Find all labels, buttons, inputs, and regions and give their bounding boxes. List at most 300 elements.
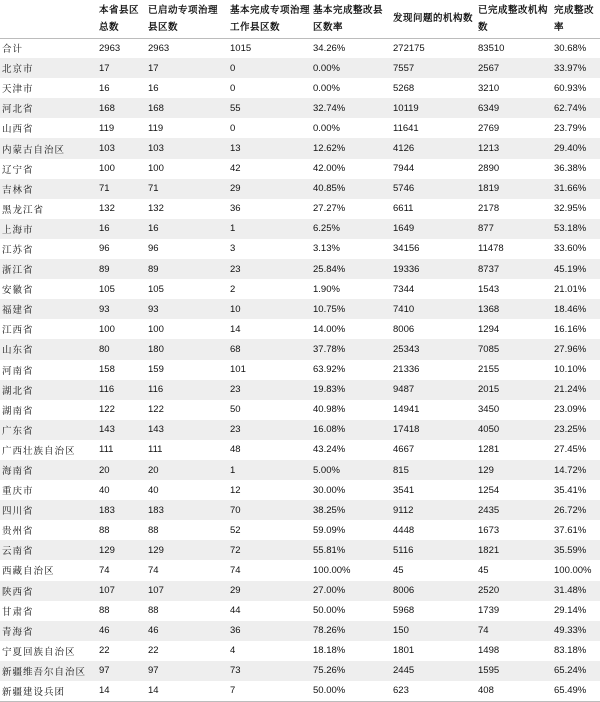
cell-completion-rate: 78.26% [313,625,346,637]
cell-completion-rate: 5.00% [313,464,340,476]
cell-rectified-institutions: 1821 [478,544,500,556]
cell-problem-institutions: 25343 [393,343,420,355]
cell-completed-counties: 1 [230,223,236,235]
cell-completion-rate: 59.09% [313,524,346,536]
cell-total-counties: 111 [99,444,114,456]
cell-rectified-institutions: 7085 [478,343,500,355]
header-started-counties: 已启动专项治理县区数 [145,0,227,38]
cell-completion-rate: 27.27% [313,203,346,215]
cell-rectification-rate: 36.38% [554,163,587,175]
cell-rectification-rate: 65.49% [551,681,600,701]
cell-total-counties: 143 [99,424,115,436]
cell-region: 河北省 [2,104,34,116]
cell-started-counties: 103 [148,143,164,155]
cell-problem-institutions: 5746 [393,183,415,195]
cell-rectified-institutions: 4050 [478,424,500,436]
cell-rectified-institutions: 3210 [478,82,500,94]
cell-rectified-institutions: 1739 [478,605,500,617]
cell-completed-counties: 101 [230,364,246,376]
cell-completion-rate: 0.00% [313,82,340,94]
cell-completion-rate: 16.08% [313,424,346,436]
cell-rectified-institutions: 3450 [478,404,500,416]
cell-completion-rate: 63.92% [313,364,346,376]
cell-total-counties: 88 [99,605,110,617]
cell-started-counties: 20 [148,464,159,476]
cell-rectification-rate: 60.93% [554,82,587,94]
cell-started-counties: 100 [148,163,164,175]
cell-problem-institutions: 623 [390,681,475,701]
cell-total-counties: 132 [99,203,115,215]
cell-problem-institutions: 7344 [393,283,415,295]
cell-region: 河南省 [2,365,34,377]
cell-completed-counties: 48 [230,444,241,456]
cell-started-counties: 100 [148,323,164,335]
cell-completed-counties: 7 [227,681,310,701]
table-row [0,440,600,460]
cell-completion-rate: 0.00% [313,122,340,134]
cell-rectification-rate: 65.24% [554,665,587,677]
cell-started-counties: 129 [148,544,164,556]
cell-region: 海南省 [2,466,34,478]
cell-completed-counties: 13 [230,143,241,155]
cell-rectification-rate: 53.18% [554,223,587,235]
cell-region: 江西省 [2,325,34,337]
cell-rectified-institutions: 2015 [478,384,500,396]
cell-rectification-rate: 32.95% [554,203,587,215]
cell-rectification-rate: 35.59% [554,544,587,556]
cell-rectification-rate: 30.68% [554,42,587,54]
cell-total-counties: 122 [99,404,115,416]
cell-completed-counties: 36 [230,625,241,637]
cell-rectified-institutions: 1819 [478,183,500,195]
cell-started-counties: 132 [148,203,164,215]
cell-completion-rate: 3.13% [313,243,340,255]
cell-total-counties: 116 [99,384,115,396]
cell-total-counties: 107 [99,585,115,597]
cell-completion-rate: 50.00% [310,681,390,701]
cell-started-counties: 88 [148,524,159,536]
cell-problem-institutions: 14941 [393,404,420,416]
cell-completed-counties: 0 [230,62,236,74]
cell-problem-institutions: 6611 [393,203,414,215]
cell-problem-institutions: 17418 [393,424,420,436]
cell-started-counties: 14 [145,681,227,701]
cell-rectified-institutions: 2155 [478,364,500,376]
cell-completed-counties: 3 [230,243,236,255]
cell-started-counties: 17 [148,62,159,74]
cell-total-counties: 100 [99,163,115,175]
cell-rectified-institutions: 74 [478,625,489,637]
table-row [0,540,600,560]
header-rectification-rate: 完成整改率 [551,0,600,38]
cell-region: 贵州省 [2,526,34,538]
cell-region: 天津市 [2,84,34,96]
cell-started-counties: 40 [148,484,159,496]
cell-rectified-institutions: 8737 [478,263,500,275]
table-row [0,279,600,299]
cell-rectification-rate: 27.45% [554,444,587,456]
cell-started-counties: 22 [148,645,159,657]
cell-completed-counties: 10 [230,303,241,315]
cell-started-counties: 46 [148,625,159,637]
cell-started-counties: 2963 [148,42,170,54]
cell-rectification-rate: 83.18% [554,645,587,657]
cell-rectified-institutions: 1498 [478,645,500,657]
cell-region: 合计 [2,44,24,56]
cell-started-counties: 16 [148,223,159,235]
cell-rectified-institutions: 2769 [478,122,500,134]
table-row [0,239,600,259]
cell-completed-counties: 50 [230,404,241,416]
cell-completion-rate: 75.26% [313,665,346,677]
cell-rectified-institutions: 129 [478,464,494,476]
cell-completed-counties: 72 [230,544,241,556]
cell-problem-institutions: 34156 [393,243,420,255]
table-row [0,460,600,480]
cell-region: 北京市 [2,64,34,76]
cell-problem-institutions: 4667 [393,444,415,456]
cell-completion-rate: 55.81% [313,544,346,556]
cell-rectification-rate: 35.41% [554,484,587,496]
cell-problem-institutions: 10119 [393,102,419,114]
cell-completed-counties: 42 [230,163,241,175]
cell-total-counties: 16 [99,82,110,94]
cell-rectification-rate: 33.97% [554,62,587,74]
cell-completion-rate: 10.75% [313,303,346,315]
cell-rectification-rate: 37.61% [554,524,587,536]
table-row-total [0,38,600,58]
cell-region: 黑龙江省 [2,204,45,216]
cell-started-counties: 16 [148,82,159,94]
cell-started-counties: 143 [148,424,164,436]
cell-rectified-institutions: 877 [478,223,494,235]
cell-region: 山东省 [2,345,34,357]
cell-completion-rate: 40.85% [313,183,346,195]
cell-region: 内蒙古自治区 [2,144,66,156]
cell-started-counties: 183 [148,504,164,516]
cell-total-counties: 17 [99,62,110,74]
cell-total-counties: 103 [99,143,115,155]
cell-problem-institutions: 5268 [393,82,415,94]
cell-completion-rate: 19.83% [313,384,346,396]
cell-region: 安徽省 [2,285,34,297]
cell-rectification-rate: 21.01% [554,283,587,295]
cell-completed-counties: 70 [230,504,241,516]
cell-completion-rate: 100.00% [313,564,351,576]
cell-completed-counties: 52 [230,524,241,536]
cell-region: 湖北省 [2,385,34,397]
cell-completion-rate: 0.00% [313,62,340,74]
cell-completion-rate: 37.78% [313,343,346,355]
cell-rectification-rate: 31.66% [554,183,587,195]
table-row [0,159,600,179]
cell-completed-counties: 23 [230,263,241,275]
cell-rectification-rate: 21.24% [554,384,587,396]
cell-started-counties: 71 [148,183,159,195]
cell-region: 青海省 [2,626,34,638]
cell-completed-counties: 44 [230,605,241,617]
cell-completion-rate: 12.62% [313,143,346,155]
cell-rectification-rate: 10.10% [554,364,587,376]
cell-total-counties: 16 [99,223,110,235]
table-row [0,360,600,380]
cell-total-counties: 74 [99,564,110,576]
cell-problem-institutions: 815 [393,464,409,476]
table-row [0,581,600,601]
table-row [0,400,600,420]
cell-region: 宁夏回族自治区 [2,646,76,658]
cell-completion-rate: 6.25% [313,223,340,235]
cell-rectified-institutions: 1281 [478,444,500,456]
cell-rectification-rate: 14.72% [554,464,587,476]
table-row [0,78,600,98]
table-row [0,219,600,239]
cell-started-counties: 116 [148,384,164,396]
cell-total-counties: 88 [99,524,110,536]
cell-problem-institutions: 11641 [393,122,419,134]
cell-total-counties: 158 [99,364,115,376]
cell-rectified-institutions: 1294 [478,323,500,335]
cell-problem-institutions: 5968 [393,605,415,617]
table-row [0,500,600,520]
table-row [0,58,600,78]
cell-completion-rate: 32.74% [313,102,346,114]
cell-problem-institutions: 2445 [393,665,415,677]
cell-total-counties: 14 [96,681,145,701]
cell-completion-rate: 30.00% [313,484,346,496]
table-header [0,0,600,38]
cell-completed-counties: 23 [230,424,241,436]
cell-total-counties: 168 [99,102,115,114]
cell-problem-institutions: 5116 [393,544,414,556]
cell-completion-rate: 50.00% [313,605,346,617]
cell-total-counties: 119 [99,122,115,134]
cell-rectification-rate: 29.14% [554,605,587,617]
cell-started-counties: 74 [148,564,159,576]
cell-total-counties: 2963 [99,42,121,54]
header-region [0,0,96,38]
cell-region: 甘肃省 [2,606,34,618]
table-row [0,199,600,219]
table-row [0,480,600,500]
header-total-counties: 本省县区总数 [96,0,145,38]
cell-rectified-institutions: 1595 [478,665,500,677]
cell-completion-rate: 25.84% [313,263,346,275]
cell-rectified-institutions: 1368 [478,303,500,315]
cell-rectification-rate: 49.33% [554,625,587,637]
cell-region: 云南省 [2,546,34,558]
cell-completed-counties: 0 [230,122,236,134]
cell-completed-counties: 2 [230,283,236,295]
header-completion-rate: 基本完成整改县区数率 [310,0,390,38]
table-row [0,621,600,641]
cell-rectified-institutions: 1543 [478,283,500,295]
cell-completed-counties: 0 [230,82,236,94]
cell-completion-rate: 1.90% [313,283,340,295]
cell-region: 西藏自治区 [2,566,55,578]
cell-region: 江苏省 [2,244,34,256]
cell-completed-counties: 73 [230,665,241,677]
cell-total-counties: 105 [99,283,115,295]
cell-total-counties: 96 [99,243,110,255]
cell-rectification-rate: 18.46% [554,303,587,315]
cell-completion-rate: 34.26% [313,42,346,54]
cell-completed-counties: 74 [230,564,241,576]
cell-problem-institutions: 45 [393,564,404,576]
header-completed-counties: 基本完成专项治理工作县区数 [227,0,310,38]
cell-region: 新疆维吾尔自治区 [2,666,87,678]
table-row [0,98,600,118]
cell-started-counties: 180 [148,343,164,355]
table-row [0,601,600,621]
cell-rectified-institutions: 1673 [478,524,500,536]
cell-rectification-rate: 27.96% [554,343,587,355]
cell-rectification-rate: 33.60% [554,243,587,255]
cell-rectified-institutions: 2520 [478,585,500,597]
cell-total-counties: 129 [99,544,115,556]
table-row [0,299,600,319]
cell-rectified-institutions: 1213 [478,143,500,155]
table-row [0,138,600,158]
cell-started-counties: 97 [148,665,159,677]
cell-completed-counties: 1015 [230,42,252,54]
cell-region: 广东省 [2,425,34,437]
cell-problem-institutions: 7944 [393,163,415,175]
cell-total-counties: 97 [99,665,110,677]
cell-completion-rate: 27.00% [313,585,346,597]
header-rectified-institutions: 已完成整改机构数 [475,0,551,38]
cell-problem-institutions: 19336 [393,263,420,275]
cell-completed-counties: 23 [230,384,241,396]
cell-rectification-rate: 23.25% [554,424,587,436]
cell-total-counties: 71 [99,183,110,195]
table-row [0,179,600,199]
cell-started-counties: 89 [148,263,159,275]
cell-problem-institutions: 9487 [393,384,415,396]
cell-region: 新疆建设兵团 [0,681,96,701]
cell-completed-counties: 36 [230,203,241,215]
table-row [0,259,600,279]
cell-completion-rate: 38.25% [313,504,346,516]
cell-total-counties: 80 [99,343,110,355]
cell-completion-rate: 42.00% [313,163,346,175]
cell-region: 陕西省 [2,586,34,598]
cell-rectified-institutions: 2890 [478,163,500,175]
cell-total-counties: 20 [99,464,110,476]
header-problem-institutions: 发现问题的机构数 [390,0,475,38]
cell-completion-rate: 18.18% [313,645,346,657]
cell-started-counties: 122 [148,404,164,416]
cell-completed-counties: 4 [230,645,236,657]
cell-rectified-institutions: 45 [478,564,489,576]
cell-started-counties: 111 [148,444,163,456]
cell-problem-institutions: 21336 [393,364,420,376]
table-row [0,661,600,681]
table-row [0,319,600,339]
cell-region: 山西省 [2,124,34,136]
cell-region: 浙江省 [2,265,34,277]
cell-problem-institutions: 1801 [393,645,415,657]
cell-rectification-rate: 26.72% [554,504,587,516]
cell-started-counties: 93 [148,303,159,315]
cell-total-counties: 89 [99,263,110,275]
cell-rectification-rate: 100.00% [554,564,592,576]
cell-rectified-institutions: 2435 [478,504,500,516]
cell-total-counties: 183 [99,504,115,516]
cell-rectified-institutions: 1254 [478,484,500,496]
cell-completed-counties: 29 [230,585,241,597]
header-row [0,0,600,38]
cell-problem-institutions: 9112 [393,504,414,516]
cell-region: 辽宁省 [2,164,34,176]
cell-started-counties: 107 [148,585,164,597]
cell-region: 吉林省 [2,184,34,196]
cell-rectification-rate: 31.48% [554,585,587,597]
table-row [0,118,600,138]
cell-problem-institutions: 8006 [393,585,415,597]
cell-completed-counties: 14 [230,323,241,335]
cell-started-counties: 105 [148,283,164,295]
cell-problem-institutions: 3541 [393,484,415,496]
cell-rectified-institutions: 2178 [478,203,500,215]
table-row [0,560,600,580]
cell-problem-institutions: 1649 [393,223,415,235]
cell-rectification-rate: 62.74% [554,102,587,114]
cell-region: 广西壮族自治区 [2,445,76,457]
cell-completed-counties: 1 [230,464,236,476]
cell-region: 四川省 [2,506,34,518]
cell-started-counties: 159 [148,364,164,376]
cell-region: 上海市 [2,224,34,236]
cell-problem-institutions: 4448 [393,524,415,536]
cell-rectified-institutions: 6349 [478,102,500,114]
cell-rectification-rate: 29.40% [554,143,587,155]
cell-total-counties: 40 [99,484,110,496]
table-row [0,380,600,400]
cell-total-counties: 93 [99,303,110,315]
cell-started-counties: 119 [148,122,164,134]
table-row [0,339,600,359]
cell-completion-rate: 14.00% [313,323,346,335]
cell-total-counties: 100 [99,323,115,335]
cell-rectification-rate: 45.19% [554,263,587,275]
cell-completion-rate: 43.24% [313,444,346,456]
cell-rectified-institutions: 2567 [478,62,500,74]
cell-completed-counties: 68 [230,343,241,355]
cell-completed-counties: 12 [230,484,241,496]
cell-problem-institutions: 4126 [393,143,415,155]
cell-started-counties: 168 [148,102,164,114]
cell-region: 福建省 [2,305,34,317]
cell-problem-institutions: 7410 [393,303,415,315]
cell-total-counties: 22 [99,645,110,657]
cell-rectified-institutions: 408 [475,681,551,701]
cell-rectification-rate: 23.79% [554,122,587,134]
cell-rectified-institutions: 83510 [478,42,505,54]
cell-completed-counties: 55 [230,102,241,114]
cell-problem-institutions: 7557 [393,62,415,74]
table-row [0,681,600,701]
cell-region: 重庆市 [2,486,34,498]
cell-rectification-rate: 16.16% [554,323,587,335]
cell-completion-rate: 40.98% [313,404,346,416]
cell-problem-institutions: 8006 [393,323,415,335]
cell-rectification-rate: 23.09% [554,404,587,416]
cell-rectified-institutions: 11478 [478,243,504,255]
table-row [0,641,600,661]
cell-problem-institutions: 150 [393,625,409,637]
cell-total-counties: 46 [99,625,110,637]
